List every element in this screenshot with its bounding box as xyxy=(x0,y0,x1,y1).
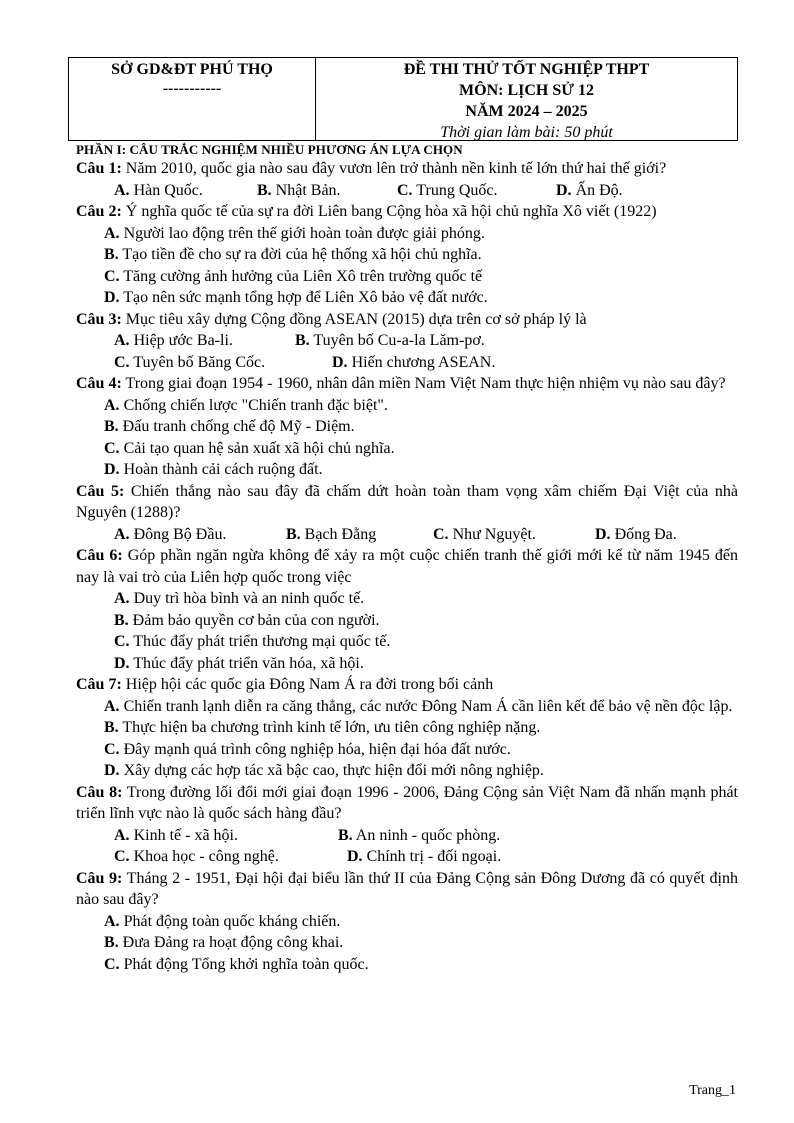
option-text: Hiệp ước Ba-li. xyxy=(129,332,233,349)
option-key: B. xyxy=(295,332,310,349)
question-label: Câu 8: xyxy=(76,783,123,801)
options-row xyxy=(76,180,738,202)
option-key: C. xyxy=(397,181,413,199)
option-key: B. xyxy=(104,719,119,736)
option-text: Chính trị - đối ngoại. xyxy=(362,848,502,865)
question-text: Trong giai đoạn 1954 - 1960, nhân dân miền Nam Việt Nam thực hiện nhiệm vụ nào sau đây? xyxy=(121,375,726,392)
option-text: Khoa học - công nghệ. xyxy=(129,848,279,865)
option-c xyxy=(433,524,595,546)
options-row xyxy=(76,330,738,352)
option-text: Xây dựng các hợp tác xã bậc cao, thực hiện đổi mới nông nghiệp. xyxy=(119,762,544,779)
option-d xyxy=(76,760,738,782)
question-text: Tháng 2 - 1951, Đại hội đại biểu lần thứ II của Đảng Cộng sản Đông Dương đã có quyết định nào sau đây? xyxy=(76,869,739,908)
department-name: SỞ GD&ĐT PHÚ THỌ xyxy=(111,61,273,78)
question-label: Câu 5: xyxy=(76,482,125,500)
option-key: B. xyxy=(114,611,129,629)
page-number: Trang_1 xyxy=(689,1083,736,1098)
option-c xyxy=(397,180,556,202)
option-key: D. xyxy=(114,654,130,672)
option-text: Đống Đa. xyxy=(610,525,677,543)
option-b xyxy=(76,717,738,739)
option-key: B. xyxy=(286,525,301,543)
question-9 xyxy=(76,868,738,911)
exam-title: ĐỀ THI THỬ TỐT NGHIỆP THPT xyxy=(403,61,650,78)
option-d xyxy=(347,846,501,868)
question-1 xyxy=(76,158,738,180)
question-4 xyxy=(76,373,738,395)
option-text: Bạch Đằng xyxy=(300,525,377,543)
question-label: Câu 6: xyxy=(76,547,123,564)
question-label: Câu 9: xyxy=(76,869,123,887)
option-a xyxy=(114,180,257,202)
exam-subject: MÔN: LỊCH SỬ 12 xyxy=(459,82,594,99)
option-text: Như Nguyệt. xyxy=(448,525,536,543)
option-text: Nhật Bản. xyxy=(271,181,341,199)
question-text: Trong đường lối đổi mới giai đoạn 1996 - 2006, Đảng Cộng sản Việt Nam đã nhấn mạnh phát triển lĩnh vực nào là quốc sách hàng đầu? xyxy=(76,783,739,822)
header-table xyxy=(68,57,738,141)
option-a xyxy=(76,911,738,933)
option-b xyxy=(76,416,738,438)
option-key: B. xyxy=(104,418,119,435)
option-key: B. xyxy=(104,246,119,263)
option-text: Trung Quốc. xyxy=(412,181,498,199)
option-c xyxy=(114,352,332,374)
option-text: Phát động Tổng khởi nghĩa toàn quốc. xyxy=(119,955,369,973)
header-left-cell xyxy=(69,58,316,140)
option-key: D. xyxy=(332,353,348,371)
option-b xyxy=(257,180,397,202)
exam-duration: Thời gian làm bài: 50 phút xyxy=(440,124,613,141)
option-text: Đưa Đảng ra hoạt động công khai. xyxy=(118,934,344,951)
question-text: Năm 2010, quốc gia nào sau đây vươn lên trở thành nền kinh tế lớn thứ hai thế giới? xyxy=(121,160,667,177)
option-c xyxy=(76,739,738,761)
question-label: Câu 2: xyxy=(76,203,122,220)
option-text: Hàn Quốc. xyxy=(129,181,203,199)
option-text: Đảm bảo quyền cơ bản của con người. xyxy=(128,611,380,629)
options-row xyxy=(76,846,738,868)
option-b xyxy=(76,932,738,954)
option-a xyxy=(76,696,738,718)
exam-year: NĂM 2024 – 2025 xyxy=(465,103,588,120)
option-text: Tuyên bố Băng Cốc. xyxy=(129,353,266,371)
option-text: An ninh - quốc phòng. xyxy=(352,826,501,844)
option-key: C. xyxy=(114,633,130,650)
option-c xyxy=(76,631,738,653)
question-7 xyxy=(76,674,738,696)
option-text: Thực hiện ba chương trình kinh tế lớn, ưu tiên công nghiệp nặng. xyxy=(118,719,541,736)
part-title: PHẦN I: CÂU TRẮC NGHIỆM NHIỀU PHƯƠNG ÁN LỰA CHỌN xyxy=(76,142,463,157)
option-text: Chống chiến lược "Chiến tranh đặc biệt". xyxy=(119,396,388,414)
question-label: Câu 3: xyxy=(76,310,122,328)
question-3 xyxy=(76,309,738,331)
option-key: C. xyxy=(104,439,120,457)
options-row xyxy=(76,352,738,374)
option-b xyxy=(338,825,500,847)
option-b xyxy=(295,330,485,352)
option-d xyxy=(76,653,738,675)
option-text: Tăng cường ảnh hưởng của Liên Xô trên trường quốc tế xyxy=(119,267,483,285)
option-text: Duy trì hòa bình và an ninh quốc tế. xyxy=(129,590,365,607)
option-text: Kinh tế - xã hội. xyxy=(129,826,238,844)
question-text: Góp phần ngăn ngừa không để xảy ra một cuộc chiến tranh thế giới mới kể từ năm 1945 đến nay là vai trò của Liên hợp quốc trong việc xyxy=(76,547,738,586)
option-text: Thúc đẩy phát triển thương mại quốc tế. xyxy=(129,633,391,650)
option-key: C. xyxy=(433,525,449,543)
option-a xyxy=(76,395,738,417)
option-text: Hiến chương ASEAN. xyxy=(347,353,496,371)
question-label: Câu 1: xyxy=(76,160,122,177)
option-d xyxy=(76,459,738,481)
option-a xyxy=(114,825,338,847)
question-5 xyxy=(76,481,738,524)
option-key: A. xyxy=(114,181,130,199)
header-right-cell xyxy=(316,58,737,140)
option-a xyxy=(76,588,738,610)
option-a xyxy=(76,223,738,245)
option-text: Phát động toàn quốc kháng chiến. xyxy=(119,912,341,930)
option-key: A. xyxy=(104,396,120,414)
question-text: Chiến thắng nào sau đây đã chấm dứt hoàn toàn tham vọng xâm chiếm Đại Việt của nhà Nguyên (1288)? xyxy=(76,482,738,521)
option-text: Tạo nên sức mạnh tổng hợp để Liên Xô bảo vệ đất nước. xyxy=(119,289,488,306)
question-2 xyxy=(76,201,738,223)
option-c xyxy=(76,266,738,288)
options-row xyxy=(76,825,738,847)
question-label: Câu 7: xyxy=(76,676,122,693)
option-text: Tạo tiền đề cho sự ra đời của hệ thống xã hội chủ nghĩa. xyxy=(118,246,482,263)
department-divider: ----------- xyxy=(162,80,222,97)
question-8 xyxy=(76,782,738,825)
option-key: A. xyxy=(114,525,130,543)
option-c xyxy=(76,438,738,460)
option-a xyxy=(114,524,286,546)
option-d xyxy=(595,524,677,546)
question-6 xyxy=(76,545,738,588)
option-text: Đấu tranh chống chế độ Mỹ - Diệm. xyxy=(118,418,355,435)
option-key: A. xyxy=(114,590,130,607)
option-text: Người lao động trên thế giới hoàn toàn được giải phóng. xyxy=(119,224,485,242)
option-key: A. xyxy=(104,912,120,930)
option-text: Hoàn thành cải cách ruộng đất. xyxy=(119,461,323,478)
option-text: Đông Bộ Đầu. xyxy=(129,525,227,543)
option-key: A. xyxy=(114,332,130,349)
option-key: D. xyxy=(595,525,611,543)
option-key: B. xyxy=(104,934,119,951)
question-text: Hiệp hội các quốc gia Đông Nam Á ra đời trong bối cảnh xyxy=(121,676,494,693)
option-a xyxy=(114,330,295,352)
option-c xyxy=(76,954,738,976)
option-text: Chiến tranh lạnh diễn ra căng thẳng, các nước Đông Nam Á cần liên kết để bảo vệ nền độc lập. xyxy=(119,697,733,715)
question-label: Câu 4: xyxy=(76,375,122,392)
option-key: D. xyxy=(104,762,120,779)
option-key: C. xyxy=(104,267,120,285)
option-key: B. xyxy=(257,181,272,199)
option-key: A. xyxy=(114,826,130,844)
option-text: Thúc đẩy phát triển văn hóa, xã hội. xyxy=(129,654,364,672)
option-key: C. xyxy=(104,955,120,973)
option-key: D. xyxy=(347,848,363,865)
option-text: Đây mạnh quá trình công nghiệp hóa, hiện đại hóa đất nước. xyxy=(119,740,511,758)
option-key: D. xyxy=(104,289,120,306)
option-d xyxy=(332,352,495,374)
option-text: Tuyên bố Cu-a-la Lăm-pơ. xyxy=(309,332,485,349)
option-text: Cải tạo quan hệ sản xuất xã hội chủ nghĩa. xyxy=(119,439,395,457)
question-text: Mục tiêu xây dựng Cộng đồng ASEAN (2015) dựa trên cơ sở pháp lý là xyxy=(121,310,587,328)
option-text: Ấn Độ. xyxy=(571,181,623,199)
option-c xyxy=(114,846,347,868)
option-key: C. xyxy=(114,848,130,865)
option-key: C. xyxy=(104,740,120,758)
option-d xyxy=(76,287,738,309)
option-key: D. xyxy=(556,181,572,199)
option-b xyxy=(76,610,738,632)
option-key: D. xyxy=(104,461,120,478)
option-d xyxy=(556,180,623,202)
option-key: A. xyxy=(104,697,120,715)
option-key: C. xyxy=(114,353,130,371)
option-key: A. xyxy=(104,224,120,242)
exam-content xyxy=(76,142,738,975)
option-b xyxy=(76,244,738,266)
option-b xyxy=(286,524,433,546)
question-text: Ý nghĩa quốc tế của sự ra đời Liên bang Cộng hòa xã hội chủ nghĩa Xô viết (1922) xyxy=(121,203,657,220)
option-key: B. xyxy=(338,826,353,844)
options-row xyxy=(76,524,738,546)
